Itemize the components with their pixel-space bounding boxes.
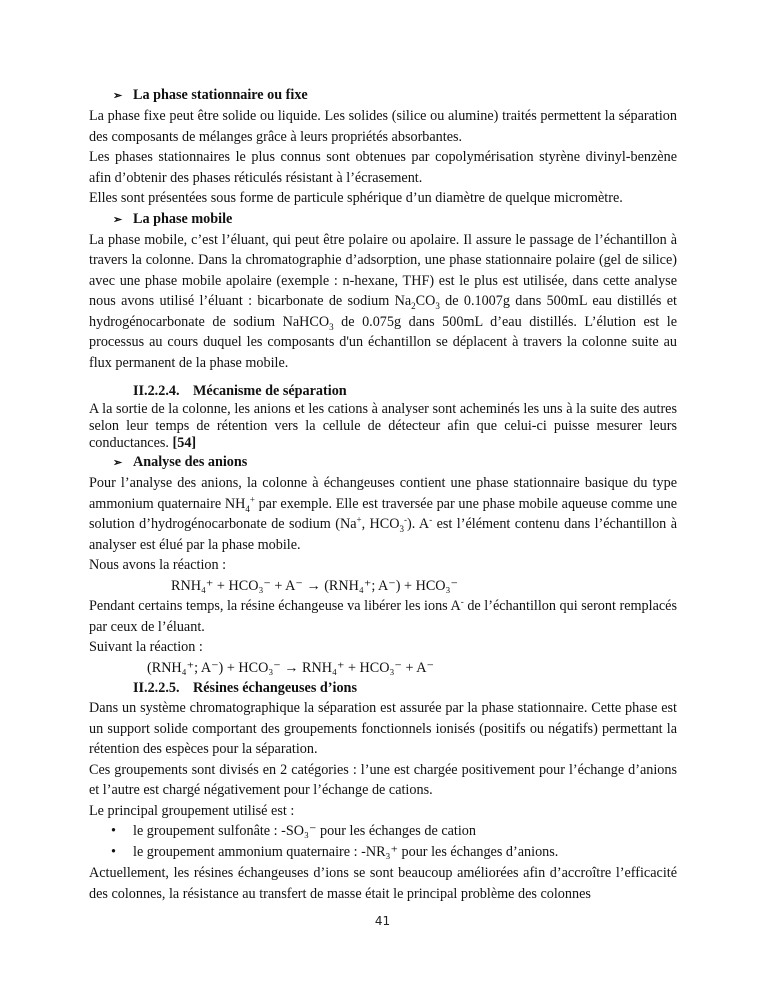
reference: [54] xyxy=(172,435,197,451)
heading-separation-mechanism: II.2.2.4. Mécanisme de séparation xyxy=(133,383,347,399)
list-item: • le groupement sulfonâte : -SO₃⁻ pour les échanges de cation xyxy=(89,821,677,842)
heading-mobile-phase: ➢ La phase mobile xyxy=(89,209,677,230)
paragraph: Les phases stationnaires le plus connus sont obtenues par copolymérisation styrène divinyl-benzène afin d’obtenir des phases réticulés résistant à l’écrasement. xyxy=(89,149,677,186)
paragraph: Pendant certains temps, la résine échangeuse va libérer les ions A- de l’échantillon qui seront remplacés par ceux de l’éluant. xyxy=(89,596,677,635)
paragraph: Suivant la réaction : xyxy=(89,639,203,655)
paragraph: Le principal groupement utilisé est : xyxy=(89,802,295,819)
paragraph: Pour l’analyse des anions, la colonne à échangeuses contient une phase stationnaire basique du type ammonium quaternaire $NH_4^+$ par exemple. Elle est traversée par une phase mobile aqueuse comme une solution d’hydrogénocarbonate de sodium (Na+, $HCO_3^-$). A- est l’élément contenu dans l’échantillon à analyser est élué par la phase mobile. xyxy=(89,475,677,553)
list-item: • le groupement ammonium quaternaire : -NR₃⁺ pour les échanges d’anions. xyxy=(89,842,677,863)
bullet-icon: • xyxy=(111,823,116,839)
heading-anion-analysis: ➢ Analyse des anions xyxy=(89,452,677,473)
heading-stationary-phase: ➢ La phase stationnaire ou fixe xyxy=(89,85,677,106)
arrow-bullet-icon: ➢ xyxy=(113,90,123,102)
paragraph: A la sortie de la colonne, les anions et les cations à analyser sont acheminés les uns à la suite des autres selon leur temps de rétention vers la cellule de détecteur afin que celui-ci puisse mesurer leurs conductances. [54] xyxy=(89,401,677,451)
paragraph: Nous avons la réaction : xyxy=(89,557,227,573)
document-page xyxy=(89,85,677,904)
paragraph: La phase fixe peut être solide ou liquide. Les solides (silice ou alumine) traités permettent la séparation des composants de mélanges grâce à leurs propriétés absorbantes. xyxy=(89,108,677,145)
heading-ion-exchange-resins: II.2.2.5. Résines échangeuses d’ions xyxy=(133,680,357,696)
paragraph: Actuellement, les résines échangeuses d’ions se sont beaucoup améliorées afin d’accroître l’efficacité des colonnes, la résistance au transfert de masse était le principal problème des colonnes xyxy=(89,865,677,902)
paragraph: La phase mobile, c’est l’éluant, qui peut être polaire ou apolaire. Il assure le passage de l’échantillon à travers la colonne. Dans la chromatographie d’adsorption, une phase stationnaire polaire (gel de silice) avec une phase mobile apolaire (exemple : n-hexane, THF) est le plus est utilisée, dans cette analyse nous avons utilisé l’éluant : bicarbonate de sodium $Na_2CO_3$ de 0.1007g dans 500mL eau distillés et hydrogénocarbonate de sodium NaHCO$_3$ de 0.075g dans 500mL d’eau distillés. L’élution est le processus au cours duquel les composants d'un échantillon se déplacent à travers la colonne suite au flux permanent de la phase mobile. xyxy=(89,231,678,371)
equation: (RNH₄⁺; A⁻) + HCO₃⁻ → RNH₄⁺ + HCO₃⁻ + A⁻ xyxy=(147,659,434,676)
page-number: 41 xyxy=(374,914,391,928)
bullet-icon: • xyxy=(111,844,116,860)
paragraph: Dans un système chromatographique la séparation est assurée par la phase stationnaire. Cette phase est un support solide comportant des groupements fonctionnels ionisés (positifs ou négatifs) permettant la rétention des espèces pour la séparation. xyxy=(89,700,677,757)
bullet-list xyxy=(89,821,677,863)
arrow-bullet-icon: ➢ xyxy=(113,213,123,226)
paragraph: Ces groupements sont divisés en 2 catégories : l’une est chargée positivement pour l’échange d’anions et l’autre est chargé négativement pour l’échange de cations. xyxy=(89,761,677,798)
paragraph: Elles sont présentées sous forme de particule sphérique d’un diamètre de quelque micromètre. xyxy=(89,190,623,206)
equation: RNH₄⁺ + HCO₃⁻ + A⁻ → (RNH₄⁺; A⁻) + HCO₃⁻ xyxy=(171,577,458,594)
arrow-bullet-icon: ➢ xyxy=(113,457,123,469)
